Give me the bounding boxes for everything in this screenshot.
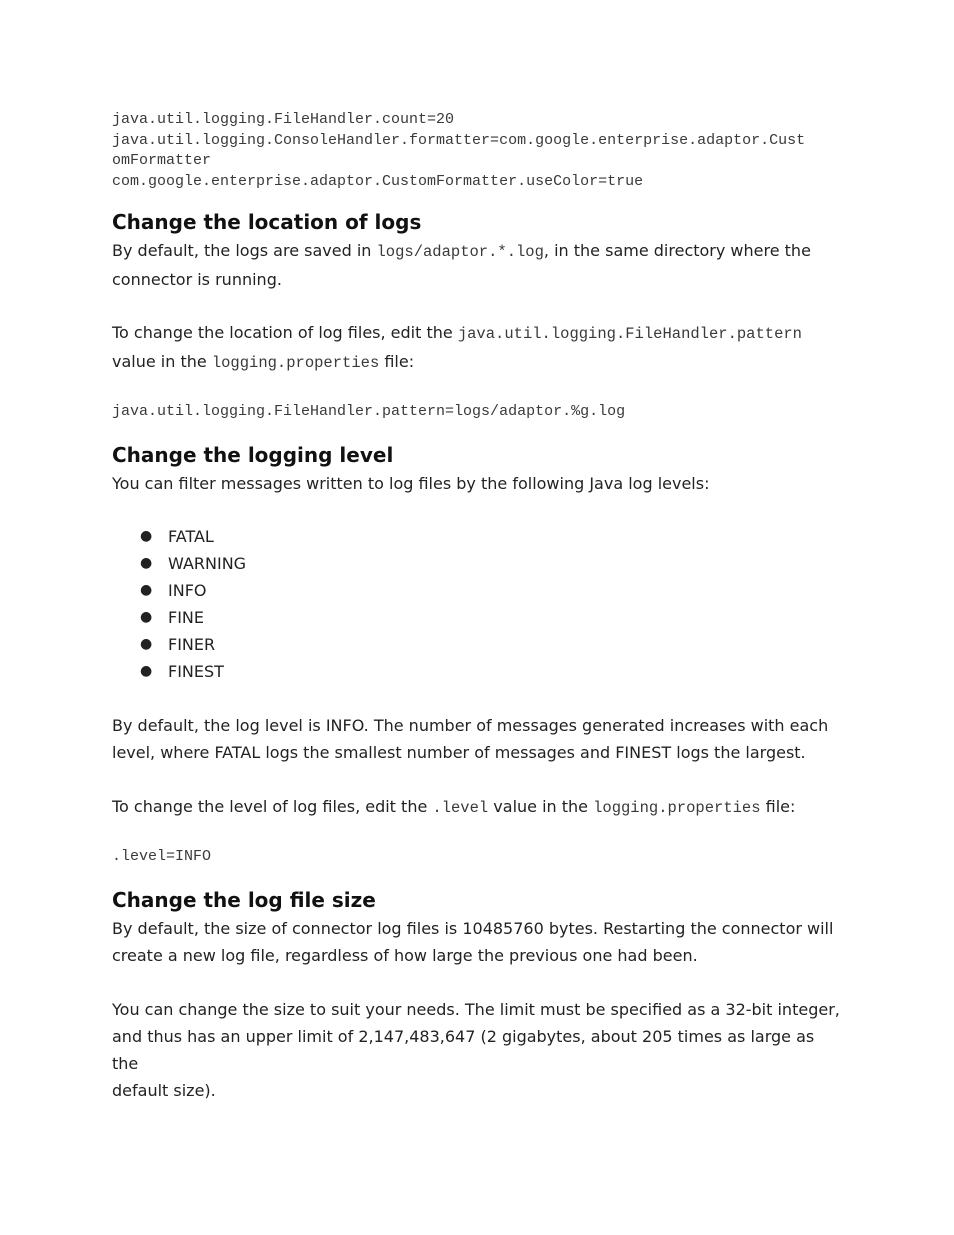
inline-code: java.util.logging.FileHandler.pattern [457, 325, 802, 343]
text: , in the same directory where the [543, 241, 811, 260]
code-line: omFormatter [112, 152, 212, 169]
text: To change the location of log files, edit the [112, 323, 458, 342]
text: level, where FATAL logs the smallest number of messages and FINEST logs the largest. [112, 742, 806, 762]
bullet-icon: ● [140, 554, 153, 571]
inline-code: logging.properties [211, 354, 380, 372]
list-item [112, 604, 842, 631]
inline-code: .level [432, 798, 489, 817]
bullet-icon: ● [140, 608, 153, 625]
text: create a new log file, regardless of how large the previous one had been. [112, 946, 698, 965]
text: value in the [488, 796, 594, 816]
text: To change the level of log files, edit the [112, 796, 433, 816]
text: You can change the size to suit your needs. The limit must be specified as a 32-bit integer, [112, 1000, 840, 1019]
paragraph [112, 319, 842, 377]
text: connector is running. [112, 270, 282, 289]
list-item-label: FINEST [168, 661, 224, 681]
list-item-label: WARNING [168, 553, 247, 573]
text: file: [760, 796, 796, 816]
code-line: .level=INFO [112, 847, 212, 865]
list-item-label: FINE [168, 607, 204, 627]
text: value in the [112, 352, 212, 371]
inline-code: logging.properties [593, 798, 761, 817]
paragraph [112, 996, 842, 1104]
text: By default, the size of connector log files is 10485760 bytes. Restarting the connector will [112, 919, 834, 938]
text: default size). [112, 1081, 216, 1100]
paragraph [112, 712, 842, 766]
section-heading-size: Change the log file size [112, 888, 376, 912]
text: file: [379, 352, 415, 371]
section-heading-level: Change the logging level [112, 442, 394, 467]
document-page [112, 110, 842, 1104]
list-item [112, 577, 842, 604]
bullet-icon: ● [140, 581, 153, 598]
list-item [112, 631, 842, 658]
properties-code-block [112, 110, 842, 192]
section-heading-location: Change the location of logs [112, 210, 422, 234]
list-item [112, 658, 842, 685]
paragraph [112, 793, 842, 822]
inline-code: logs/adaptor.*.log [376, 243, 544, 261]
paragraph: You can filter messages written to log files by the following Java log levels: [112, 473, 710, 493]
text: and thus has an upper limit of 2,147,483,647 (2 gigabytes, about 205 times as large as the [112, 1027, 815, 1073]
list-item [112, 550, 842, 577]
list-item-label: FINER [168, 634, 216, 654]
paragraph [112, 915, 842, 969]
text: By default, the log level is INFO. The number of messages generated increases with each [112, 715, 829, 735]
bullet-icon: ● [140, 527, 153, 544]
list-item-label: FATAL [168, 526, 214, 546]
paragraph [112, 237, 842, 293]
list-item-label: INFO [168, 580, 207, 600]
log-levels-list [112, 523, 842, 685]
code-line: java.util.logging.FileHandler.count=20 [112, 111, 455, 128]
code-line: com.google.enterprise.adaptor.CustomFormatter.useColor=true [112, 172, 644, 190]
code-line: java.util.logging.ConsoleHandler.formatter=com.google.enterprise.adaptor.Cust [112, 131, 806, 149]
code-line: java.util.logging.FileHandler.pattern=logs/adaptor.%g.log [112, 403, 626, 420]
text: By default, the logs are saved in [112, 241, 377, 260]
list-item [112, 523, 842, 550]
bullet-icon: ● [140, 635, 153, 652]
bullet-icon: ● [140, 662, 153, 679]
